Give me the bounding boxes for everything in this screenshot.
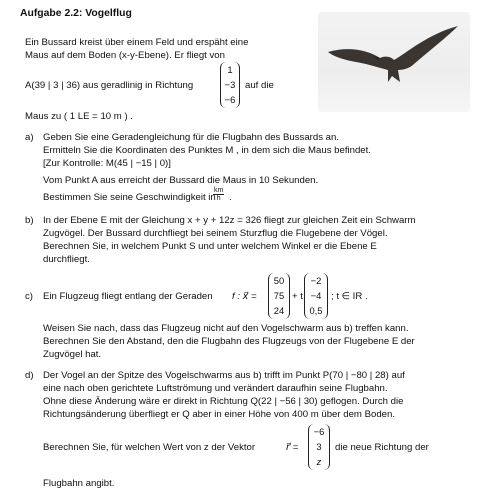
parameter-range: ; t ∈ IR . [331,291,368,302]
plus-t: + t [292,291,303,302]
vec-comp: −4 [310,289,322,301]
part-a-label: a) [25,132,34,143]
part-d-line-5: Berechnen Sie, für welchen Wert von z der Vektor [43,442,256,453]
part-c-line-2: Weisen Sie nach, dass das Flugzeug nicht auf den Vogelschwarm aus b) treffen kann. [43,323,409,334]
part-a-line-4: Vom Punkt A aus erreicht der Bussard die Maus in 10 Sekunden. [43,175,319,186]
part-b-line-2: Zugvögel. Der Bussard durchfliegt bei seinem Sturzflug die Flugebene der Vögel. [43,228,388,239]
intro-point-a: A(39 | 3 | 36) aus geradlinig in Richtung [25,80,194,91]
support-vector [268,273,290,319]
vec-comp: −6 [313,425,325,437]
part-c-line-4: Zugvögel hat. [43,349,102,360]
part-c-line-3: Berechnen Sie den Abstand, den die Flugbahn des Flugzeugs von der Flugebene E der [43,336,415,347]
vec-comp: 50 [273,274,285,286]
part-a-line-5: Bestimmen Sie seine Geschwindigkeit in [43,192,216,203]
part-a-line-3: [Zur Kontrolle: M(45 | −15 | 0)] [43,158,171,169]
unit-numerator: km [214,187,224,194]
bird-icon [318,12,470,112]
part-d-line-6: Flugbahn angibt. [43,478,115,489]
intro-after-vec: auf die [245,80,274,91]
part-a-line-1: Geben Sie eine Geradengleichung für die Flugbahn des Bussards an. [43,132,340,143]
period: . [229,192,232,203]
vec-comp: 3 [316,440,322,452]
part-d-label: d) [25,370,34,381]
line-f-equation: f : x⃗ = [232,291,257,302]
part-c-label: c) [25,291,33,302]
vector-r-label: r⃗ = [286,442,299,453]
vector-r [308,424,330,470]
intro-line-end: Maus zu ( 1 LE = 10 m ) . [25,111,133,122]
vec-comp: 1 [227,63,233,75]
part-d-line-3: Ohne diese Änderung wäre er direkt in Richtung Q(22 | −56 | 30) geflogen. Durch die [43,396,404,407]
vec-comp: 75 [273,289,285,301]
intro-direction-vector [220,62,240,108]
vec-comp: 0,5 [309,305,323,317]
unit-denominator: h [216,195,221,202]
vec-comp: z [316,456,322,468]
part-a-line-2: Ermitteln Sie die Koordinaten des Punktes M , in dem sich die Maus befindet. [43,145,371,156]
vec-comp: −3 [224,78,236,90]
intro-line-1: Ein Bussard kreist über einem Feld und erspäht eine [25,37,249,48]
part-b-line-4: durchfliegt. [43,254,90,265]
intro-line-2: Maus auf dem Boden (x-y-Ebene). Er fliegt von [25,50,225,61]
part-d-line-5b: die neue Richtung der [335,442,429,453]
vec-comp: 24 [273,305,285,317]
unit-km-per-h [213,187,224,202]
part-d-line-1: Der Vogel an der Spitze des Vogelschwarms aus b) trifft im Punkt P(70 | −80 | 28) auf [43,370,405,381]
vec-comp: −2 [310,274,322,286]
part-c-pre: Ein Flugzeug fliegt entlang der Geraden [43,291,213,302]
part-b-line-3: Berechnen Sie, in welchem Punkt S und unter welchem Winkel er die Ebene E [43,241,377,252]
bussard-photo [318,12,470,112]
part-b-label: b) [25,215,34,226]
part-b-line-1: In der Ebene E mit der Gleichung x + y + 12z = 326 fliegt zur gleichen Zeit ein Schwarm [43,215,416,226]
direction-vector-f [304,273,328,319]
task-title: Aufgabe 2.2: Vogelflug [20,8,132,19]
vec-comp: −6 [224,94,236,106]
part-d-line-2: eine nach oben gerichtete Luftströmung und verändert daraufhin seine Flugbahn. [43,383,388,394]
part-d-line-4: Richtungsänderung überfliegt er Q aber in einer Höhe von 400 m über dem Boden. [43,409,395,420]
